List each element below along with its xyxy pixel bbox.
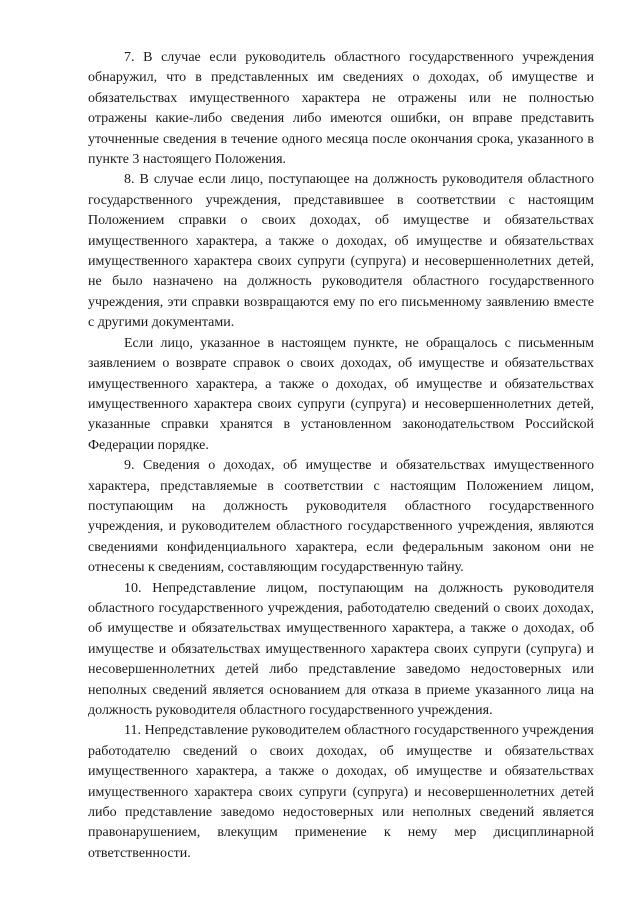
paragraph-item-11: 11. Непредставление руководителем областного государственного учреждения работодателю сведений о своих доходах, об имуществе и обязательствах имущественного характера, а также о доходах, об имуществе и обязательствах имущественного характера своих супруги (супруга) и несовершеннолетних детей либо представление заведомо недостоверных или неполных сведений является правонарушением, влекущим применение к нему мер дисциплинарной ответственности. bbox=[88, 723, 594, 861]
paragraph-item-8-continued: Если лицо, указанное в настоящем пункте, не обращалось с письменным заявлением о возврате справок о своих доходах, об имуществе и обязательствах имущественного характера, а также о доходах, об имуществе и обязательствах имущественного характера своих супруги (супруга) и несовершеннолетних детей, указанные справки хранятся в установленном законодательством Российской Федерации порядке. bbox=[88, 335, 594, 453]
paragraph-item-10: 10. Непредставление лицом, поступающим на должность руководителя областного государственного учреждения, работодателю сведений о своих доходах, об имуществе и обязательствах имущественного характера, а также о доходах, об имуществе и обязательствах имущественного характера своих супруги (супруга) и несовершеннолетних детей либо представление заведомо недостоверных или неполных сведений является основанием для отказа в приеме указанного лица на должность руководителя областного государственного учреждения. bbox=[88, 580, 594, 718]
paragraph-item-7: 7. В случае если руководитель областного государственного учреждения обнаружил, что в представленных им сведениях о доходах, об имуществе и обязательствах имущественного характера не отражены или не полностью отражены какие-либо сведения либо имеются ошибки, он вправе представить уточненные сведения в течение одного месяца после окончания срока, указанного в пункте 3 настоящего Положения. bbox=[88, 50, 594, 168]
paragraph-item-9: 9. Сведения о доходах, об имуществе и обязательствах имущественного характера, представляемые в соответствии с настоящим Положением лицом, поступающим на должность руководителя областного государственного учреждения, и руководителем областного государственного учреждения, являются сведениями конфиденциального характера, если федеральным законом они не отнесены к сведениям, составляющим государственную тайну. bbox=[88, 458, 594, 576]
paragraph-item-8: 8. В случае если лицо, поступающее на должность руководителя областного государственного учреждения, представившее в соответствии с настоящим Положением справки о своих доходах, об имуществе и обязательствах имущественного характера, а также о доходах, об имуществе и обязательствах имущественного характера своих супруги (супруга) и несовершеннолетних детей, не было назначено на должность руководителя областного государственного учреждения, эти справки возвращаются ему по его письменному заявлению вместе с другими документами. bbox=[88, 172, 594, 331]
document-body bbox=[88, 48, 594, 864]
